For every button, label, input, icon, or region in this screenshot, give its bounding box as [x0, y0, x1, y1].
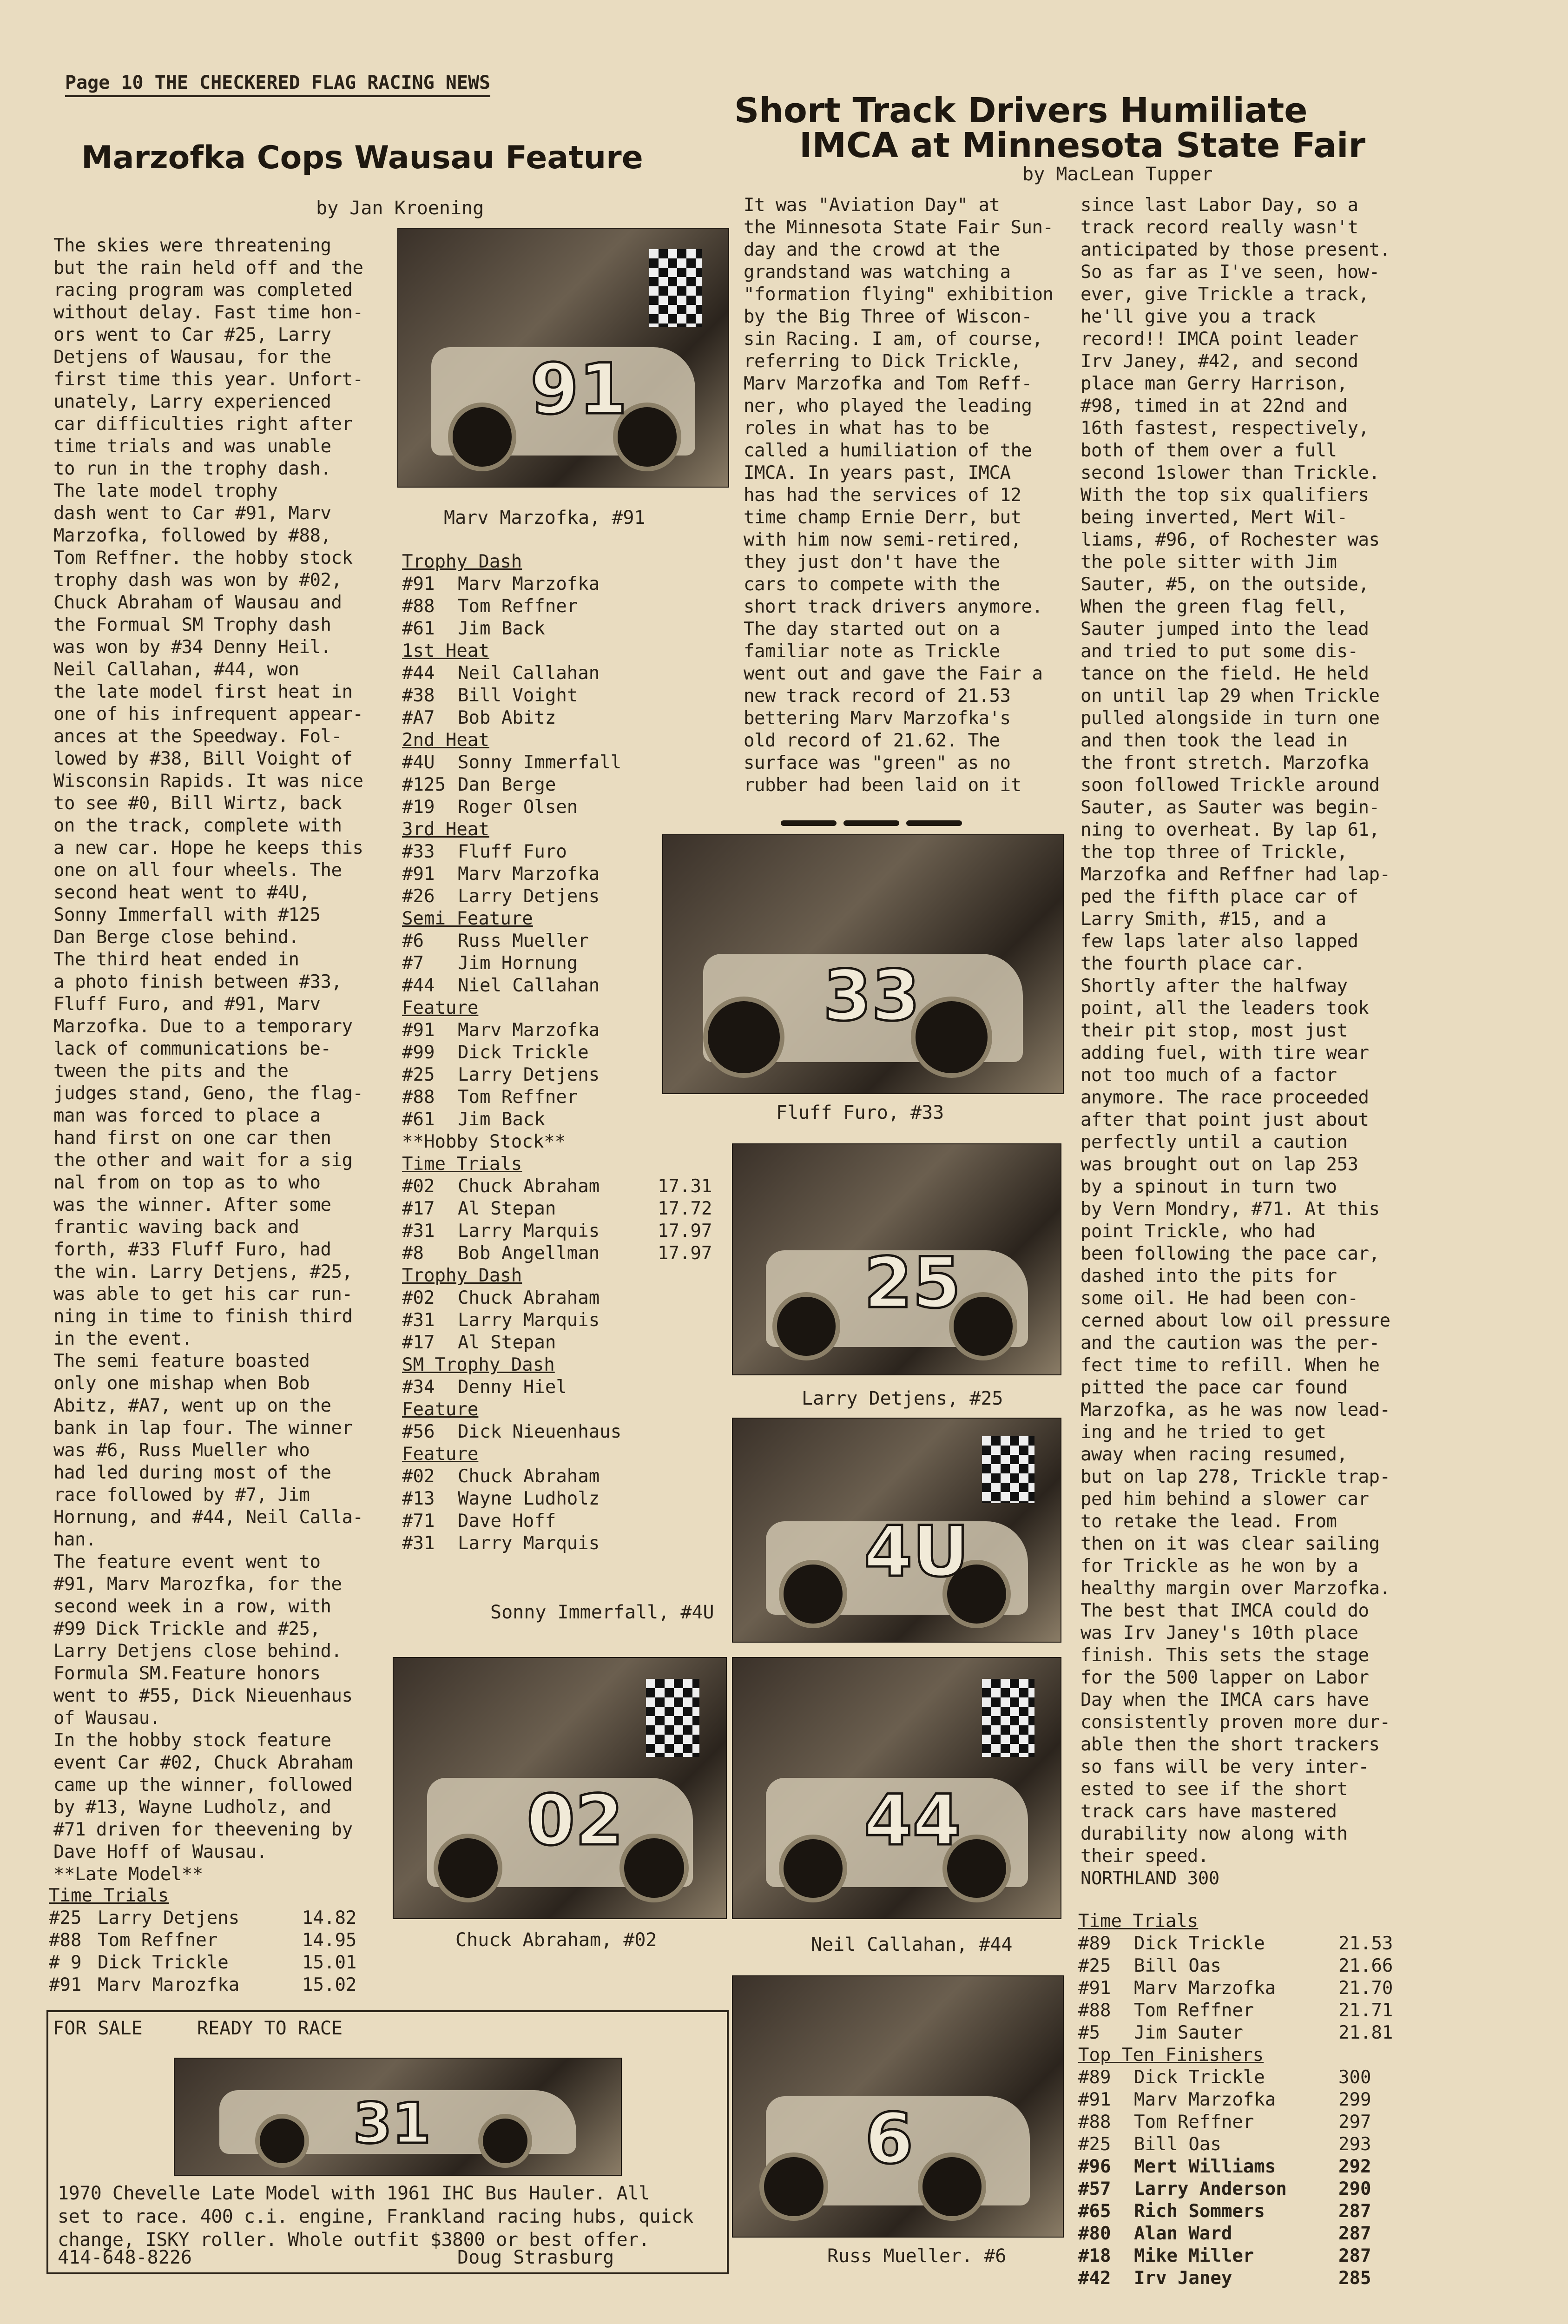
entry-number: #96 — [1078, 2156, 1111, 2177]
right-article-title-line2: IMCA at Minnesota State Fair — [799, 125, 1366, 165]
entry-number: #7 — [402, 953, 424, 974]
entry-number: #44 — [402, 975, 435, 996]
entry-number: #91 — [49, 1974, 82, 1995]
wheel-shape — [779, 1560, 847, 1628]
entry-value: 17.97 — [658, 1243, 712, 1264]
car-number: 25 — [864, 1243, 961, 1324]
entry-number: #91 — [402, 574, 435, 594]
entry-number: #89 — [1078, 1933, 1111, 1954]
ad-seller: Doug Strasburg — [457, 2247, 614, 2268]
car-number: 33 — [823, 955, 920, 1037]
entry-value — [658, 1109, 727, 1131]
entry-number: #88 — [49, 1930, 82, 1951]
entry-number: #91 — [1078, 1978, 1111, 1999]
entry-value: 17.72 — [658, 1198, 712, 1219]
wheel-shape — [911, 997, 992, 1078]
entry-name: Dan Berge — [458, 774, 556, 795]
list-item — [1078, 1977, 1431, 2000]
entry-name: Larry Marquis — [458, 1310, 600, 1331]
list-item — [1078, 2223, 1431, 2245]
car-number: 6 — [865, 2098, 914, 2179]
entry-name: Dick Trickle — [1134, 1933, 1265, 1954]
results-section-heading: **Hobby Stock** — [402, 1131, 566, 1152]
results-section-heading: 2nd Heat — [402, 730, 489, 751]
photo-sonny-immerfall — [732, 1418, 1061, 1643]
entry-name: Dave Hoff — [458, 1511, 556, 1532]
wheel-shape — [448, 403, 517, 471]
caption-sonny: Sonny Immerfall, #4U — [490, 1602, 714, 1623]
entry-name: Chuck Abraham — [458, 1287, 600, 1308]
separator-dash — [906, 820, 962, 826]
list-item — [1078, 1933, 1431, 1955]
entry-number: #44 — [402, 663, 435, 684]
results-section-heading: Trophy Dash — [402, 1265, 522, 1286]
entry-number: #25 — [49, 1908, 82, 1928]
entry-number: #61 — [402, 618, 435, 639]
entry-number: #4U — [402, 752, 435, 773]
results-section-heading: 3rd Heat — [402, 819, 489, 840]
entry-name: Bill Voight — [458, 685, 578, 706]
results-section-heading: Time Trials — [402, 1154, 522, 1175]
list-item — [402, 752, 737, 774]
entry-name: Larry Marquis — [458, 1221, 600, 1241]
list-item — [402, 595, 737, 618]
entry-value: 287 — [1338, 2201, 1371, 2222]
list-item — [49, 1929, 383, 1952]
entry-number: #31 — [402, 1310, 435, 1331]
entry-number: #17 — [402, 1332, 435, 1353]
entry-value — [658, 662, 727, 685]
entry-name: Irv Janey — [1134, 2268, 1232, 2289]
entry-value — [658, 618, 727, 640]
entry-name: Jim Back — [458, 618, 545, 639]
entry-name: Chuck Abraham — [458, 1466, 600, 1487]
entry-number: #89 — [1078, 2067, 1111, 2088]
list-item — [402, 1109, 737, 1131]
entry-name: Wayne Ludholz — [458, 1488, 600, 1509]
wheel-shape — [759, 2152, 828, 2221]
photo-russ-mueller — [732, 1975, 1064, 2238]
list-item — [402, 1332, 737, 1354]
entry-value: 21.66 — [1338, 1955, 1393, 1976]
results-section-heading: 1st Heat — [402, 640, 489, 661]
list-item — [49, 1907, 383, 1929]
list-item — [1078, 2178, 1431, 2200]
wheel-shape — [918, 2152, 987, 2221]
entry-value — [658, 796, 727, 819]
entry-name: Tom Reffner — [458, 596, 578, 617]
list-item — [1078, 2067, 1431, 2089]
results-section-heading: Feature — [402, 1444, 479, 1465]
entry-name: Bill Oas — [1134, 2134, 1221, 2155]
entry-name: Dick Trickle — [1134, 2067, 1265, 2088]
entry-value: 17.31 — [658, 1176, 712, 1197]
photo-chuck-abraham — [393, 1657, 727, 1919]
entry-name: Alan Ward — [1134, 2223, 1232, 2244]
caption-marv: Marv Marzofka, #91 — [444, 507, 646, 528]
list-item — [402, 796, 737, 819]
entry-value — [658, 1510, 727, 1532]
entry-name: Dick Nieuenhaus — [458, 1421, 622, 1442]
entry-value — [658, 752, 727, 774]
list-item — [402, 774, 737, 796]
entry-name: Dick Trickle — [458, 1042, 589, 1063]
list-item — [1078, 2156, 1431, 2178]
car-number: 02 — [527, 1780, 624, 1861]
separator-dash — [781, 820, 837, 826]
ad-label-for-sale: FOR SALE — [53, 2018, 143, 2039]
left-time-trials — [49, 1885, 383, 1996]
results-section-heading: SM Trophy Dash — [402, 1354, 555, 1375]
entry-name: Marv Marzofka — [458, 1020, 600, 1041]
entry-number: #02 — [402, 1176, 435, 1197]
right-results — [1078, 1910, 1431, 2290]
entry-name: Mike Miller — [1134, 2245, 1254, 2266]
ad-phone: 414-648-8226 — [58, 2247, 192, 2268]
entry-value: 287 — [1338, 2245, 1371, 2266]
entry-value — [658, 1532, 727, 1555]
entry-number: #25 — [402, 1064, 435, 1085]
list-item — [402, 1309, 737, 1332]
list-item — [402, 1376, 737, 1399]
entry-number: #99 — [402, 1042, 435, 1063]
caption-fluff: Fluff Furo, #33 — [776, 1102, 944, 1123]
list-item — [402, 1488, 737, 1510]
entry-number: #02 — [402, 1287, 435, 1308]
list-item — [1078, 2200, 1431, 2223]
top-ten-heading: Top Ten Finishers — [1078, 2045, 1264, 2066]
list-item — [1078, 2111, 1431, 2133]
list-item — [1078, 2267, 1431, 2290]
entry-name: Larry Detjens — [458, 886, 600, 907]
list-item — [49, 1952, 383, 1974]
photo-marv-marzofka — [397, 228, 729, 488]
list-item — [402, 618, 737, 640]
entry-name: Marv Marzofka — [1134, 2089, 1276, 2110]
results-section-heading: Semi Feature — [402, 908, 533, 929]
left-time-trials-heading: Time Trials — [49, 1885, 169, 1906]
car-number: 44 — [864, 1780, 961, 1861]
entry-name: Tom Reffner — [1134, 2112, 1254, 2133]
entry-name: Jim Back — [458, 1109, 545, 1130]
entry-name: Marv Marzofka — [458, 574, 600, 594]
entry-name: Marv Marozfka — [98, 1974, 240, 1995]
entry-name: Tom Reffner — [458, 1087, 578, 1108]
right-article-col2: since last Labor Day, so a track record really wasn't anticipated by those present. So as far as I've seen, how- ever, give Trickle a track, he'll give you a track record!! IMCA point leader Irv Janey, #42, and second place man Gerry Harrison, #98, timed in at 22nd and 16th fastest, respectively, both of them over a full second 1slower than Trickle. With the top six qualifiers being inverted, Mert Wil- liams, #96, of Rochester was the pole sitter with Jim Sauter, #5, on the outside, When the green flag fell, Sauter jumped into the lead and tried to put some dis- tance on the field. He held on until lap 29 when Trickle pulled alongside in turn one and then took the lead in the front stretch. Marzofka soon followed Trickle around Sauter, as Sauter was begin- ning to overheat. By lap 61, the top three of Trickle, Marzofka and Reffner had lap- ped the fifth place car of Larry Smith, #15, and a few laps later also lapped the fourth place car. Shortly after the halfway point, all the leaders took their pit stop, most just adding fuel, with tire wear not too much of a factor anymore. The race proceeded after that point just about perfectly until a caution was brought out on lap 253 by a spinout in turn two by Vern Mondry, #71. At this point Trickle, who had been following the pace car, dashed into the pits for some oil. He had been con- cerned about low oil pressure and the caution was the per- fect time to refill. When he pitted the pace car found Marzofka, as he was now lead- ing and he tried to get away when racing resumed, but on lap 278, Trickle trap- ped him behind a slower car to retake the lead. From then on it was clear sailing for Trickle as he won by a healthy margin over Marzofka. The best that IMCA could do was Irv Janey's 10th place finish. This sets the stage for the 500 lapper on Labor Day when the IMCA cars have consistently proven more dur- able then the short trackers so fans will be very inter- ested to see if the short track cars have mastered durability now along with their speed. NORTHLAND 300 — [1080, 195, 1390, 1889]
entry-number: #19 — [402, 797, 435, 818]
entry-value — [658, 595, 727, 618]
entry-name: Al Stepan — [458, 1332, 556, 1353]
entry-number: #91 — [1078, 2089, 1111, 2110]
entry-number: #34 — [402, 1377, 435, 1398]
photo-neil-callahan — [732, 1657, 1061, 1919]
entry-name: Bob Angellman — [458, 1243, 600, 1264]
entry-value: 17.97 — [658, 1221, 712, 1241]
entry-number: #91 — [402, 864, 435, 885]
list-item — [1078, 2245, 1431, 2267]
entry-number: #57 — [1078, 2179, 1111, 2199]
entry-name: Larry Marquis — [458, 1533, 600, 1554]
entry-value — [658, 774, 727, 796]
car-number: 91 — [530, 349, 627, 430]
entry-name: Larry Detjens — [458, 1064, 600, 1085]
checkered-flag-icon — [649, 249, 702, 327]
entry-number: #18 — [1078, 2245, 1111, 2266]
entry-name: Marv Marzofka — [1134, 1978, 1276, 1999]
entry-name: Larry Detjens — [98, 1908, 240, 1928]
entry-value: 21.71 — [1338, 2000, 1393, 2021]
entry-name: Russ Mueller — [458, 931, 589, 951]
entry-value — [658, 573, 727, 595]
results-section-heading: Trophy Dash — [402, 551, 522, 572]
entry-number: #26 — [402, 886, 435, 907]
entry-value: 21.70 — [1338, 1978, 1393, 1999]
list-item — [402, 1532, 737, 1555]
caption-neil: Neil Callahan, #44 — [811, 1934, 1013, 1955]
entry-number: #38 — [402, 685, 435, 706]
entry-name: Roger Olsen — [458, 797, 578, 818]
entry-name: Jim Hornung — [458, 953, 578, 974]
entry-value — [658, 1421, 727, 1443]
entry-name: Mert Williams — [1134, 2156, 1276, 2177]
entry-number: #80 — [1078, 2223, 1111, 2244]
checkered-flag-icon — [646, 1679, 699, 1757]
list-item — [1078, 2022, 1431, 2044]
entry-value: 293 — [1338, 2134, 1371, 2155]
list-item — [1078, 1955, 1431, 1977]
entry-value — [658, 685, 727, 707]
list-item — [402, 1287, 737, 1309]
entry-number: # 9 — [49, 1952, 82, 1973]
entry-value — [658, 707, 727, 729]
caption-larry: Larry Detjens, #25 — [802, 1388, 1003, 1409]
entry-number: #88 — [1078, 2000, 1111, 2021]
entry-number: #88 — [402, 1087, 435, 1108]
entry-value: 287 — [1338, 2223, 1371, 2244]
entry-value: 300 — [1338, 2067, 1371, 2088]
top-ten-list — [1078, 2067, 1431, 2290]
right-time-trials-list — [1078, 1933, 1431, 2044]
entry-number: #5 — [1078, 2022, 1100, 2043]
results-section-heading: Feature — [402, 1399, 479, 1420]
entry-number: #A7 — [402, 707, 435, 728]
list-item — [402, 1421, 737, 1443]
wheel-shape — [619, 1834, 689, 1903]
entry-number: #42 — [1078, 2268, 1111, 2289]
entry-number: #02 — [402, 1466, 435, 1487]
entry-value: 292 — [1338, 2156, 1371, 2177]
right-article-title-line1: Short Track Drivers Humiliate — [734, 91, 1308, 131]
entry-name: Sonny Immerfall — [458, 752, 622, 773]
ad-label-ready: READY TO RACE — [197, 2018, 343, 2039]
entry-name: Larry Anderson — [1134, 2179, 1287, 2199]
left-article-title: Marzofka Cops Wausau Feature — [81, 139, 643, 176]
list-item — [402, 573, 737, 595]
entry-name: Rich Sommers — [1134, 2201, 1265, 2222]
entry-number: #6 — [402, 931, 424, 951]
car-number: 4U — [864, 1512, 969, 1593]
ad-car-photo — [174, 2058, 622, 2176]
entry-value — [658, 1309, 727, 1332]
entry-name: Bill Oas — [1134, 1955, 1221, 1976]
entry-number: #31 — [402, 1221, 435, 1241]
entry-value: 285 — [1338, 2268, 1371, 2289]
wheel-shape — [478, 2114, 532, 2168]
entry-value: 299 — [1338, 2089, 1371, 2110]
entry-number: #25 — [1078, 1955, 1111, 1976]
entry-name: Denny Hiel — [458, 1377, 567, 1398]
car-number: 31 — [353, 2092, 431, 2156]
right-article-col1: It was "Aviation Day" at the Minnesota State Fair Sun- day and the crowd at the grandstand was watching a "formation flying" exhibition by the Big Three of Wiscon- sin Racing. I am, of course, referring to Dick Trickle, Marv Marzofka and Tom Reff- ner, who played the leading roles in what has to be called a humiliation of the IMCA. In years past, IMCA has had the services of 12 time champ Ernie Derr, but with him now semi-retired, they just don't have the cars to compete with the short track drivers anymore. The day started out on a familiar note as Trickle went out and gave the Fair a new track record of 21.53 bettering Marv Marzofka's old record of 21.62. The surface was "green" as no rubber had been laid on it — [744, 195, 1054, 796]
list-item — [402, 685, 737, 707]
entry-value — [658, 1332, 727, 1354]
right-article-byline: by MacLean Tupper — [1022, 164, 1213, 185]
wheel-shape — [434, 1834, 503, 1903]
list-item — [402, 1242, 737, 1265]
entry-value — [658, 1488, 727, 1510]
entry-number: #61 — [402, 1109, 435, 1130]
entry-number: #71 — [402, 1511, 435, 1532]
ad-text: 1970 Chevelle Late Model with 1961 IHC Bus Hauler. All set to race. 400 c.i. engine, Frankland racing hubs, quick change, ISKY roller. Whole outfit $3800 or best offer. — [58, 2183, 693, 2251]
entry-name: Jim Sauter — [1134, 2022, 1243, 2043]
entry-number: #88 — [1078, 2112, 1111, 2133]
entry-number: #125 — [402, 774, 446, 795]
entry-value: 15.01 — [302, 1952, 357, 1973]
entry-number: #91 — [402, 1020, 435, 1041]
entry-value — [658, 1466, 727, 1488]
list-item — [402, 1198, 737, 1220]
entry-value: 290 — [1338, 2179, 1371, 2199]
entry-number: #56 — [402, 1421, 435, 1442]
entry-value: 21.81 — [1338, 2022, 1393, 2043]
list-item — [402, 662, 737, 685]
entry-number: #88 — [402, 596, 435, 617]
photo-larry-detjens — [732, 1143, 1061, 1375]
wheel-shape — [703, 997, 784, 1078]
entry-value: 14.95 — [302, 1930, 357, 1951]
entry-name: Chuck Abraham — [458, 1176, 600, 1197]
entry-name: Marv Marzofka — [458, 864, 600, 885]
entry-number: #33 — [402, 841, 435, 862]
entry-name: Dick Trickle — [98, 1952, 229, 1973]
entry-name: Bob Abitz — [458, 707, 556, 728]
entry-name: Tom Reffner — [1134, 2000, 1254, 2021]
entry-value — [658, 1287, 727, 1309]
results-section-heading: Feature — [402, 997, 479, 1018]
entry-name: Tom Reffner — [98, 1930, 218, 1951]
wheel-shape — [255, 2114, 309, 2168]
left-time-trials-list — [49, 1907, 383, 1996]
list-item — [402, 1510, 737, 1532]
entry-name: Al Stepan — [458, 1198, 556, 1219]
entry-value: 297 — [1338, 2112, 1371, 2133]
entry-number: #25 — [1078, 2134, 1111, 2155]
entry-value: 14.82 — [302, 1908, 357, 1928]
wheel-shape — [772, 1292, 841, 1360]
list-item — [1078, 2000, 1431, 2022]
entry-name: Neil Callahan — [458, 663, 600, 684]
entry-name: Niel Callahan — [458, 975, 600, 996]
entry-number: #65 — [1078, 2201, 1111, 2222]
list-item — [1078, 2089, 1431, 2111]
checkered-flag-icon — [982, 1679, 1034, 1757]
list-item — [402, 1220, 737, 1242]
page-header: Page 10 THE CHECKERED FLAG RACING NEWS — [65, 72, 490, 97]
for-sale-ad — [46, 2010, 729, 2274]
list-item — [1078, 2133, 1431, 2156]
caption-chuck: Chuck Abraham, #02 — [455, 1929, 657, 1951]
entry-number: #31 — [402, 1533, 435, 1554]
entry-number: #13 — [402, 1488, 435, 1509]
list-item — [402, 1175, 737, 1198]
entry-value — [658, 1376, 727, 1399]
list-item — [402, 707, 737, 729]
entry-name: Fluff Furo — [458, 841, 567, 862]
entry-value: 15.02 — [302, 1974, 357, 1995]
checkered-flag-icon — [982, 1436, 1034, 1503]
wheel-shape — [779, 1835, 847, 1903]
list-item — [402, 1466, 737, 1488]
list-item — [49, 1974, 383, 1996]
entry-number: #8 — [402, 1243, 424, 1264]
entry-number: #17 — [402, 1198, 435, 1219]
right-time-trials-heading: Time Trials — [1078, 1911, 1199, 1932]
left-article-byline: by Jan Kroening — [316, 198, 484, 219]
caption-russ: Russ Mueller. #6 — [827, 2245, 1007, 2267]
entry-value: 21.53 — [1338, 1933, 1393, 1954]
photo-fluff-furo — [662, 834, 1064, 1094]
separator-dash — [843, 820, 899, 826]
left-article-body: The skies were threatening but the rain held off and the racing program was completed without delay. Fast time hon- ors went to Car #25, Larry Detjens of Wausau, for the first time this year. Unfort- unately, Larry experienced car difficulties right after time trials and was unable to run in the trophy dash. The late model trophy dash went to Car #91, Marv Marzofka, followed by #88, Tom Reffner. the hobby stock trophy dash was won by #02, Chuck Abraham of Wausau and the Formual SM Trophy dash was won by #34 Denny Heil. Neil Callahan, #44, won the late model first heat in one of his infrequent appear- ances at the Speedway. Fol- lowed by #38, Bill Voight of Wisconsin Rapids. It was nice to see #0, Bill Wirtz, back on the track, complete with a new car. Hope he keeps this one on all four wheels. The second heat went to #4U, Sonny Immerfall with #125 Dan Berge close behind. The third heat ended in a photo finish between #33, Fluff Furo, and #91, Marv Marzofka. Due to a temporary lack of communications be- tween the pits and the judges stand, Geno, the flag- man was forced to place a hand first on one car then the other and wait for a sig nal from on top as to who was the winner. After some frantic waving back and forth, #33 Fluff Furo, had the win. Larry Detjens, #25, was able to get his car run- ning in time to finish third in the event. The semi feature boasted only one mishap when Bob Abitz, #A7, went up on the bank in lap four. The winner was #6, Russ Mueller who had led during most of the race followed by #7, Jim Hornung, and #44, Neil Calla- han. The feature event went to #91, Marv Marozfka, for the second week in a row, with #99 Dick Trickle and #25, Larry Detjens close behind. Formula SM.Feature honors went to #55, Dick Nieuenhaus of Wausau. In the hobby stock feature event Car #02, Chuck Abraham came up the winner, followed by #13, Wayne Ludholz, and #71 driven for theevening by Dave Hoff of Wausau. **Late Model** — [53, 235, 363, 1885]
